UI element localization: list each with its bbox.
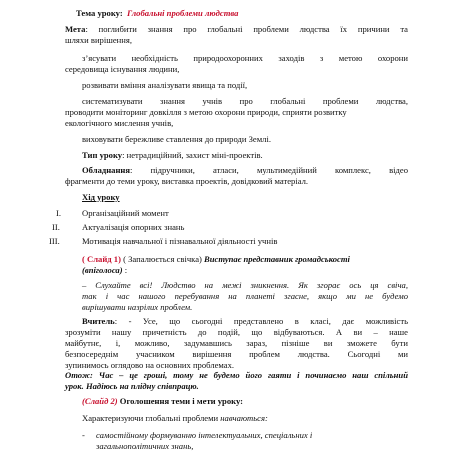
slide1-colon: :	[122, 265, 128, 275]
teacher-text-1: : - Усе, що сьогодні представлено в класі, дає можливість	[114, 316, 408, 326]
bullet-line-1: самостійному формуванню інтелектуальних, спеціальних і	[96, 430, 313, 440]
slide1-line-1	[82, 254, 350, 265]
flow-item-2-num: II.	[52, 222, 60, 232]
flow-item-3-num: III.	[49, 236, 60, 246]
goal-label: Мета	[65, 24, 86, 34]
goal-p4-line-3: екологічного мислення учнів,	[65, 118, 174, 128]
characterize-tail: навчаються:	[220, 413, 268, 423]
slide2-line	[82, 396, 243, 407]
goal-p3: розвивати вміння аналізувати явища та події,	[82, 80, 248, 90]
quote-line-1: – Слухайте всі! Людство на межі зникнення. Як згорає ось ця свіча,	[82, 280, 408, 290]
goal-p5: виховувати бережливе ставлення до природи Землі.	[82, 134, 271, 144]
goal-p4-line-2: проводити моніторинг довкілля з метою охорони природи, сприяти розвитку	[65, 107, 347, 117]
goal-line-2: шляхи вирішення,	[65, 35, 132, 45]
goal-p4-line-1: систематизувати знання учнів про глобальні проблеми людства,	[82, 96, 408, 106]
title-value: Глобальні проблеми людства	[127, 8, 239, 18]
lesson-type-value: : нетрадиційний, захист міні-проектів.	[122, 150, 263, 160]
conclusion-line-1: Отож: Час – це гроші, тому не будемо його гаяти і починаємо наш спільний	[65, 370, 408, 380]
flow-item-1-num: I.	[56, 208, 62, 218]
teacher-label: Вчитель	[82, 316, 115, 326]
equipment-label: Обладнання	[82, 165, 131, 175]
slide1-line-2	[82, 265, 127, 276]
goal-p2-line-1: з’ясувати необхідність природоохоронних заходів з метою охорони	[82, 53, 408, 63]
teacher-line-5: зупинимось оглядово на основних проблемах.	[65, 360, 235, 370]
slide1-speaker-2: (впіголоса)	[82, 265, 123, 275]
slide2-text: Оголошення теми і мети уроку:	[117, 396, 244, 406]
title-label: Тема уроку:	[76, 8, 123, 18]
equipment-line-1	[82, 165, 408, 176]
bullet-line-2: загальнополітичних знань,	[96, 441, 194, 451]
teacher-line-2: зрозуміти нашу причетність до подій, що відбуваються. А ви – наше	[65, 327, 408, 337]
quote-line-3: вирішувати назрілих проблем.	[82, 302, 193, 312]
teacher-line-4: безпосереднім учасником вирішення проблем людства. Сьогодні ми	[65, 349, 408, 359]
lesson-type	[82, 150, 263, 161]
equipment-line-2: фрагменти до теми уроку, виставка проектів, довідковий матеріал.	[65, 176, 309, 186]
characterize-text: Характеризуючи глобальні проблеми	[82, 413, 221, 423]
flow-item-2-text: Актуалізація опорних знань	[82, 222, 185, 232]
goal-p2-line-2: середовища існування людини,	[65, 64, 180, 74]
teacher-line-1	[82, 316, 408, 327]
slide2-label: (Слайд 2)	[82, 396, 118, 406]
lesson-flow-heading: Хід уроку	[82, 192, 120, 202]
goal-line-1	[65, 24, 408, 35]
slide1-speaker: Виступає представник громадськості	[204, 254, 350, 264]
bullet-dash: -	[82, 430, 85, 440]
quote-line-2: так і час нашого перебування на планеті згасне, якщо ми не будемо	[82, 291, 408, 301]
equipment-text-1: : підручники, атласи, мультимедійний комплекс, відео	[130, 165, 408, 175]
lesson-title	[76, 8, 238, 19]
flow-item-3-text: Мотивація навчальної і пізнавальної діяльності учнів	[82, 236, 278, 246]
teacher-line-3: майбутнє, і, можливо, задумавшись зараз, пізніше ви зможете бути	[65, 338, 408, 348]
slide1-note: ( Запалюється свічка)	[120, 254, 205, 264]
conclusion-line-2: урок. Надіюсь на плідну співпрацю.	[65, 381, 199, 391]
slide1-label: ( Слайд 1)	[82, 254, 121, 264]
lesson-type-label: Тип уроку	[82, 150, 123, 160]
goal-text-1: : поглибити знання про глобальні проблеми людства їх причини та	[85, 24, 408, 34]
flow-item-1-text: Організаційний момент	[82, 208, 169, 218]
